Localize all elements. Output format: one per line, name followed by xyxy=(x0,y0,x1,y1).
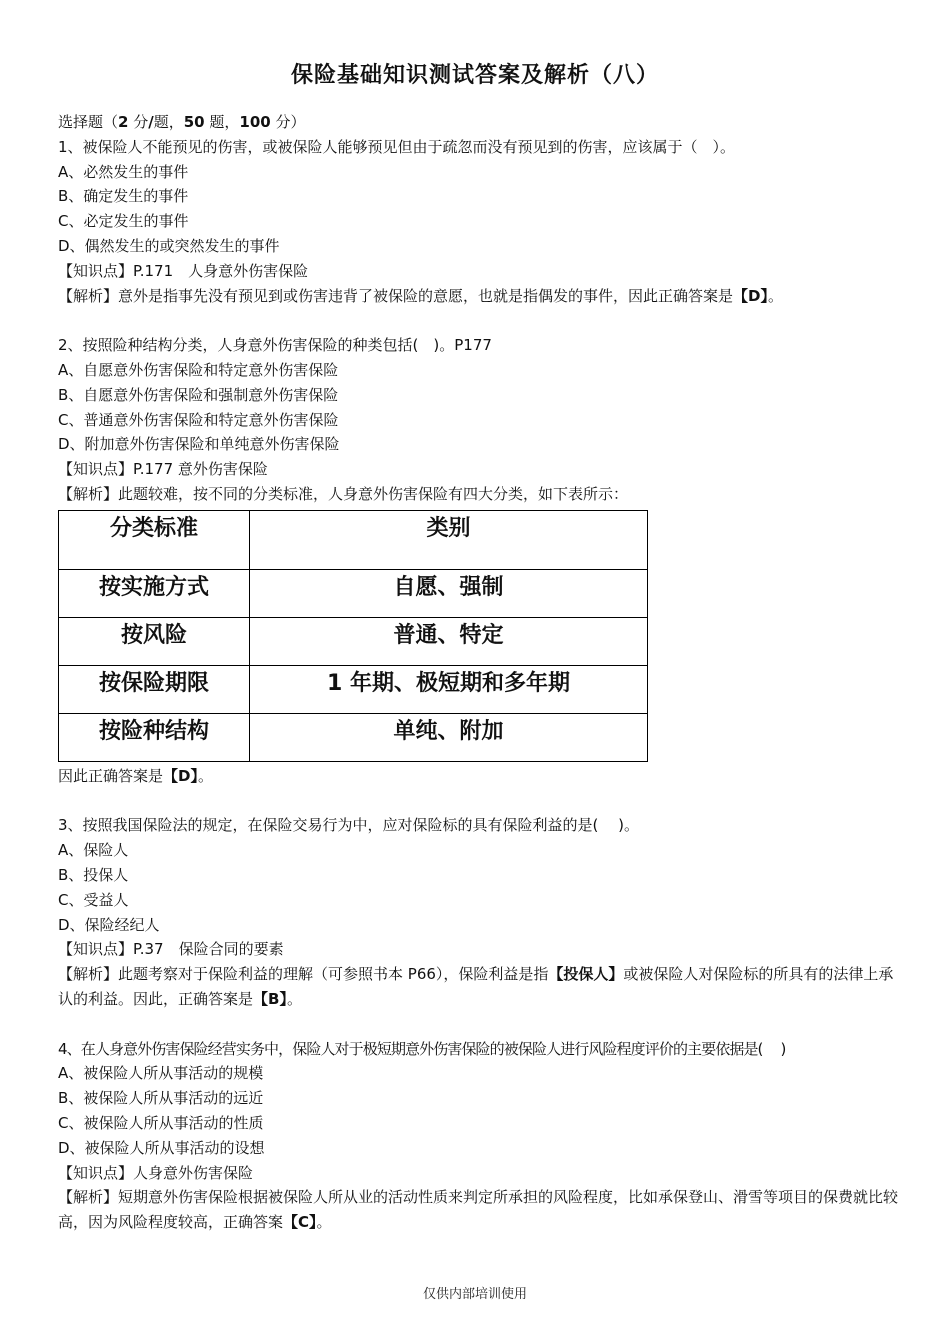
table-header-row xyxy=(59,510,648,569)
q4-analysis xyxy=(58,1185,903,1235)
q4-option-b: B、被保险人所从事活动的远近 xyxy=(58,1089,264,1108)
table-header-cell: 类别 xyxy=(250,510,648,569)
q1-option-b: B、确定发生的事件 xyxy=(58,187,189,206)
table-cell: 1 年期、极短期和多年期 xyxy=(250,665,648,713)
intro-text: 分 xyxy=(128,113,149,131)
table-cell: 普通、特定 xyxy=(250,617,648,665)
q2-option-d: D、附加意外伤害保险和单纯意外伤害保险 xyxy=(58,435,340,454)
q1-option-a: A、必然发生的事件 xyxy=(58,162,189,181)
document-body xyxy=(58,110,903,1235)
intro-line xyxy=(58,110,903,135)
question-3: 3、按照我国保险法的规定，在保险交易行为中，应对保险标的具有保险利益的是( )。 xyxy=(58,816,640,835)
q4-option-c: C、被保险人所从事活动的性质 xyxy=(58,1113,264,1132)
q2-analysis: 【解析】此题较难，按不同的分类标准，人身意外伤害保险有四大分类，如下表所示： xyxy=(58,484,629,503)
q1-knowledge: 【知识点】P.171 人身意外伤害保险 xyxy=(58,261,309,280)
q4-option-a: A、被保险人所从事活动的规模 xyxy=(58,1064,264,1083)
q1-option-d: D、偶然发生的或突然发生的事件 xyxy=(58,236,280,255)
q3-highlight: 【投保人】 xyxy=(548,965,624,984)
table-row xyxy=(59,665,648,713)
table-cell: 按险种结构 xyxy=(59,713,250,761)
table-row xyxy=(59,713,648,761)
q1-answer: 【D】 xyxy=(733,286,768,305)
q1-analysis-end: 。 xyxy=(767,286,783,305)
q2-option-c: C、普通意外伤害保险和特定意外伤害保险 xyxy=(58,410,339,429)
q2-conclusion-text: 因此正确答案是 xyxy=(58,766,164,785)
classification-table xyxy=(58,510,648,762)
q2-knowledge: 【知识点】P.177 意外伤害保险 xyxy=(58,460,268,479)
q4-answer: 【C】 xyxy=(283,1213,317,1232)
intro-count: 50 xyxy=(183,113,205,131)
q2-conclusion xyxy=(58,764,903,789)
table-cell: 按实施方式 xyxy=(59,569,250,617)
page-title: 保险基础知识测试答案及解析（八） xyxy=(290,63,659,88)
table-cell: 按保险期限 xyxy=(59,665,250,713)
intro-points: 2 xyxy=(118,113,129,131)
question-4: 4、在人身意外伤害保险经营实务中，保险人对于极短期意外伤害保险的被保险人进行风险程度评价的主要依据是( ) xyxy=(58,1039,786,1058)
table-header-cell: 分类标准 xyxy=(59,510,250,569)
intro-text: 分） xyxy=(270,113,306,131)
q3-answer: 【B】 xyxy=(253,989,287,1008)
q4-analysis-end: 。 xyxy=(316,1213,332,1232)
intro-total: 100 xyxy=(239,113,271,131)
q3-analysis-text: 【解析】此题考察对于保险利益的理解（可参照书本 P66），保险利益是指 xyxy=(58,965,549,984)
q3-knowledge: 【知识点】P.37 保险合同的要素 xyxy=(58,940,284,959)
q1-analysis-text: 【解析】意外是指事先没有预见到或伤害违背了被保险的意愿，也就是指偶发的事件，因此正确答案是 xyxy=(58,286,734,305)
q3-analysis xyxy=(58,962,903,1012)
q2-answer: 【D】 xyxy=(163,766,198,785)
q3-analysis-end: 。 xyxy=(286,989,302,1008)
q3-option-a: A、保险人 xyxy=(58,841,129,860)
table-row xyxy=(59,569,648,617)
q3-option-c: C、受益人 xyxy=(58,890,129,909)
q3-analysis-text: 或被保险人对保险标的所具有的法律上承认的利益。因此，正确答案是 xyxy=(58,965,894,1008)
table-cell: 按风险 xyxy=(59,617,250,665)
q3-option-d: D、保险经纪人 xyxy=(58,915,160,934)
q4-knowledge: 【知识点】人身意外伤害保险 xyxy=(58,1163,254,1182)
question-2: 2、按照险种结构分类，人身意外伤害保险的种类包括( )。P177 xyxy=(58,336,492,355)
q2-option-a: A、自愿意外伤害保险和特定意外伤害保险 xyxy=(58,360,339,379)
table-cell: 单纯、附加 xyxy=(250,713,648,761)
q2-conclusion-end: 。 xyxy=(197,766,213,785)
q1-option-c: C、必定发生的事件 xyxy=(58,212,189,231)
q2-option-b: B、自愿意外伤害保险和强制意外伤害保险 xyxy=(58,385,339,404)
page-footer: 仅供内部培训使用 xyxy=(422,1287,527,1302)
q4-analysis-text: 【解析】短期意外伤害保险根据被保险人所从业的活动性质来判定所承担的风险程度，比如承保登山、滑雪等项目的保费就比较高，因为风险程度较高，正确答案 xyxy=(58,1188,899,1232)
table-cell: 自愿、强制 xyxy=(250,569,648,617)
table-row xyxy=(59,617,648,665)
question-1: 1、被保险人不能预见的伤害，或被保险人能够预见但由于疏忽而没有预见到的伤害，应该属于（ ）。 xyxy=(58,137,736,156)
intro-text: 题， xyxy=(204,113,240,131)
intro-prefix: 选择题（ xyxy=(58,113,119,131)
intro-text: 题， xyxy=(153,113,184,131)
q1-analysis xyxy=(58,284,903,309)
q4-option-d: D、被保险人所从事活动的设想 xyxy=(58,1138,265,1157)
intro-slash: / xyxy=(148,113,154,131)
q3-option-b: B、投保人 xyxy=(58,865,129,884)
